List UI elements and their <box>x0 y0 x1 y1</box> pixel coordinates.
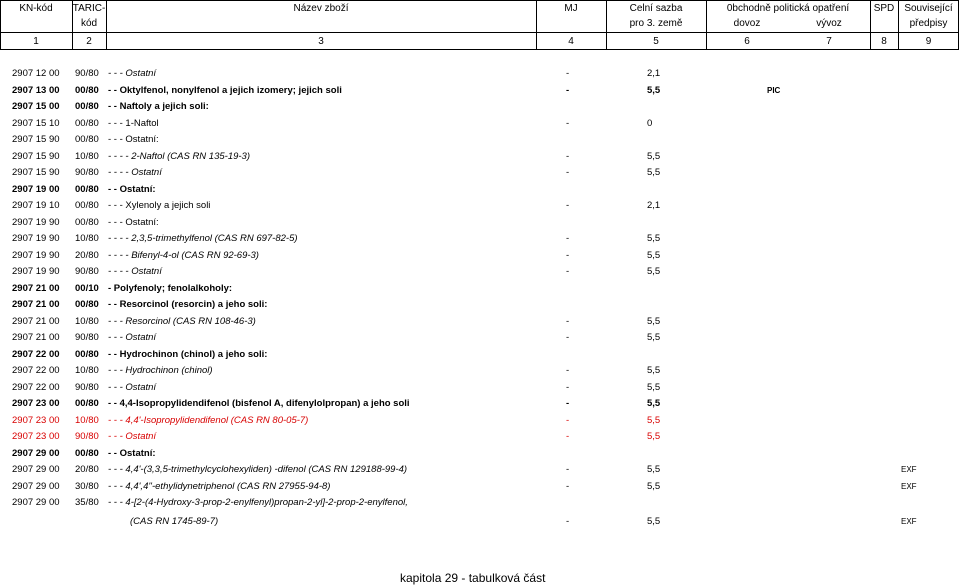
regulation-cell: EXF <box>901 516 917 526</box>
kn-code-cell: 2907 13 00 <box>12 84 60 96</box>
header-col-number: 9 <box>925 36 932 47</box>
header-taric: TARIC- <box>72 3 106 14</box>
header-vyvoz: vývoz <box>816 18 842 29</box>
table-row <box>0 83 959 99</box>
taric-code-cell: 00/80 <box>75 183 99 195</box>
kn-code-cell: 2907 23 00 <box>12 414 60 426</box>
taric-code-cell: 00/80 <box>75 299 99 310</box>
table-row <box>0 231 959 247</box>
header-col-number: 5 <box>653 36 659 47</box>
taric-code-cell: 00/80 <box>75 216 99 228</box>
table-row <box>0 413 959 429</box>
kn-code-cell: 2907 15 90 <box>12 134 60 145</box>
duty-rate-cell: 5,5 <box>647 480 661 492</box>
table-row <box>0 132 959 148</box>
duty-rate-cell: 5,5 <box>647 381 661 393</box>
taric-code-cell: 10/80 <box>75 365 99 376</box>
description-cell: - - Naftoly a jejich soli: <box>108 101 209 112</box>
duty-rate-cell: 5,5 <box>647 233 661 244</box>
duty-rate-cell: 5,5 <box>647 398 661 409</box>
mj-cell: - <box>566 365 570 376</box>
description-cell: - - - Ostatní <box>108 431 157 442</box>
duty-rate-cell: 2,1 <box>647 200 661 211</box>
description-cell: - - - 4,4',4''-ethylidynetriphenol (CAS RN 27955-94-8) <box>108 480 331 492</box>
kn-code-cell: 2907 21 00 <box>12 332 60 343</box>
table-row <box>0 116 959 132</box>
description-cell: - - Hydrochinon (chinol) a jeho soli: <box>108 348 268 360</box>
trade-measure-cell: PIC <box>767 85 781 95</box>
taric-code-cell: 10/80 <box>75 414 99 426</box>
header-pro-3-zeme: pro 3. země <box>629 18 683 29</box>
description-cell: - - - Hydrochinon (chinol) <box>108 365 213 376</box>
table-row <box>0 182 959 198</box>
duty-rate-cell: 5,5 <box>647 431 661 442</box>
description-cell: - - 4,4-Isopropylidendifenol (bisfenol A, difenylolpropan) a jeho soli <box>108 398 410 409</box>
taric-code-cell: 00/80 <box>75 348 99 360</box>
header-col-number: 6 <box>744 36 750 47</box>
description-cell: - - - - Ostatní <box>108 266 162 277</box>
header-col-number: 2 <box>86 36 92 47</box>
description-cell: - - - 4,4'-(3,3,5-trimethylcyclohexyliden) -difenol (CAS RN 129188-99-4) <box>108 464 408 475</box>
taric-code-cell: 90/80 <box>75 381 99 393</box>
description-cell: - - - Ostatní <box>108 332 157 343</box>
table-row <box>0 429 959 445</box>
table-row <box>0 297 959 313</box>
duty-rate-cell: 5,5 <box>647 365 661 376</box>
description-cell: - - - - 2-Naftol (CAS RN 135-19-3) <box>108 150 251 162</box>
header-spd: SPD <box>873 3 895 14</box>
mj-cell: - <box>566 315 570 327</box>
header-souvisejici: Související <box>904 3 953 14</box>
kn-code-cell: 2907 19 90 <box>12 249 60 261</box>
taric-code-cell: 10/80 <box>75 233 99 244</box>
table-row <box>0 363 959 379</box>
table-row <box>0 99 959 115</box>
mj-cell: - <box>566 381 570 393</box>
table-header <box>0 0 959 50</box>
table-row <box>0 314 959 330</box>
table-row <box>0 462 959 478</box>
duty-rate-cell: 5,5 <box>647 150 661 162</box>
header-dovoz: dovoz <box>733 18 761 29</box>
header-nazev: Název zboží <box>293 3 349 14</box>
regulation-cell: EXF <box>901 481 917 491</box>
kn-code-cell: 2907 19 90 <box>12 216 60 228</box>
kn-code-cell: 2907 19 10 <box>12 200 60 211</box>
table-row <box>0 215 959 231</box>
table-row <box>0 347 959 363</box>
description-cell: - - - Xylenoly a jejich soli <box>108 200 211 211</box>
mj-cell: - <box>566 233 570 244</box>
mj-cell: - <box>566 431 570 442</box>
kn-code-cell: 2907 29 00 <box>12 447 60 459</box>
mj-cell: - <box>566 414 570 426</box>
description-cell: - - - 1-Naftol <box>108 117 159 129</box>
mj-cell: - <box>566 117 570 129</box>
kn-code-cell: 2907 19 90 <box>12 233 60 244</box>
header-kn-kod: KN-kód <box>19 3 53 14</box>
kn-code-cell: 2907 21 00 <box>12 299 60 310</box>
table-row <box>0 165 959 181</box>
duty-rate-cell: 5,5 <box>647 84 661 96</box>
kn-code-cell: 2907 21 00 <box>12 282 60 294</box>
mj-cell: - <box>566 398 570 409</box>
kn-code-cell: 2907 15 90 <box>12 167 60 178</box>
duty-rate-cell: 5,5 <box>647 167 661 178</box>
kn-code-cell: 2907 12 00 <box>12 68 60 79</box>
description-cell: - - Ostatní: <box>108 447 156 459</box>
taric-code-cell: 00/80 <box>75 117 99 129</box>
table-row <box>0 446 959 462</box>
kn-code-cell: 2907 29 00 <box>12 464 60 475</box>
table-row <box>0 330 959 346</box>
regulation-cell: EXF <box>901 465 917 474</box>
table-row <box>0 198 959 214</box>
table-row <box>0 380 959 396</box>
description-cell: - - - 4,4'-Isopropylidendifenol (CAS RN 80-05-7) <box>108 414 309 426</box>
table-row <box>0 248 959 264</box>
taric-code-cell: 00/80 <box>75 200 99 211</box>
kn-code-cell: 2907 23 00 <box>12 398 60 409</box>
description-cell: - - Resorcinol (resorcin) a jeho soli: <box>108 299 268 310</box>
taric-code-cell: 90/80 <box>75 68 99 79</box>
taric-code-cell: 00/80 <box>75 447 99 459</box>
header-col-number: 7 <box>826 36 832 47</box>
mj-cell: - <box>566 150 570 162</box>
taric-code-cell: 90/80 <box>75 266 99 277</box>
taric-code-cell: 20/80 <box>75 249 99 261</box>
kn-code-cell: 2907 22 00 <box>12 381 60 393</box>
kn-code-cell: 2907 15 00 <box>12 101 60 112</box>
mj-cell: - <box>566 249 570 261</box>
header-col-number: 4 <box>568 36 574 47</box>
description-cell: - - Oktylfenol, nonylfenol a jejich izomery; jejich soli <box>108 84 342 96</box>
mj-cell: - <box>566 515 570 527</box>
taric-code-cell: 00/80 <box>75 101 99 112</box>
kn-code-cell: 2907 15 90 <box>12 150 60 162</box>
description-cell: - - - Ostatní: <box>108 216 159 228</box>
header-predpisy: předpisy <box>909 18 948 29</box>
duty-rate-cell: 2,1 <box>647 68 661 79</box>
duty-rate-cell: 5,5 <box>647 515 661 527</box>
page-footer: kapitola 29 - tabulková část <box>400 571 546 585</box>
taric-code-cell: 00/10 <box>75 282 99 294</box>
taric-code-cell: 00/80 <box>75 84 99 96</box>
mj-cell: - <box>566 84 570 96</box>
duty-rate-cell: 5,5 <box>647 414 661 426</box>
mj-cell: - <box>566 200 570 211</box>
table-row <box>0 281 959 297</box>
duty-rate-cell: 5,5 <box>647 464 661 475</box>
description-cell: - - Ostatní: <box>108 183 156 195</box>
description-cell: - - - Ostatní <box>108 68 157 79</box>
table-row <box>0 514 959 530</box>
taric-code-cell: 90/80 <box>75 431 99 442</box>
description-cell: - Polyfenoly; fenolalkoholy: <box>108 282 233 294</box>
kn-code-cell: 2907 19 00 <box>12 183 60 195</box>
duty-rate-cell: 5,5 <box>647 249 661 261</box>
kn-code-cell: 2907 29 00 <box>12 497 60 508</box>
mj-cell: - <box>566 480 570 492</box>
taric-code-cell: 35/80 <box>75 497 99 508</box>
header-col-number: 8 <box>881 36 887 47</box>
description-cell: (CAS RN 1745-89-7) <box>130 515 219 527</box>
mj-cell: - <box>566 266 570 277</box>
header-taric-kod: kód <box>80 18 98 29</box>
header-obchodne: 0bchodně politická opatření <box>726 3 850 14</box>
description-cell: - - - Resorcinol (CAS RN 108-46-3) <box>108 315 256 327</box>
mj-cell: - <box>566 68 570 79</box>
taric-code-cell: 20/80 <box>75 464 99 475</box>
header-celni-sazba: Celní sazba <box>629 3 683 14</box>
description-cell: - - - Ostatní <box>108 381 157 393</box>
duty-rate-cell: 5,5 <box>647 266 661 277</box>
mj-cell: - <box>566 464 570 475</box>
header-col-number: 1 <box>33 36 39 47</box>
description-cell: - - - 4-[2-(4-Hydroxy-3-prop-2-enylfenyl)propan-2-yl]-2-prop-2-enylfenol, <box>108 497 408 508</box>
table-row <box>0 479 959 495</box>
taric-code-cell: 10/80 <box>75 150 99 162</box>
taric-code-cell: 00/80 <box>75 398 99 409</box>
header-top-border <box>0 0 959 1</box>
kn-code-cell: 2907 22 00 <box>12 348 60 360</box>
header-bottom-border <box>0 49 959 50</box>
taric-code-cell: 00/80 <box>75 134 99 145</box>
kn-code-cell: 2907 23 00 <box>12 431 60 442</box>
taric-code-cell: 90/80 <box>75 167 99 178</box>
table-row <box>0 264 959 280</box>
duty-rate-cell: 5,5 <box>647 332 661 343</box>
table-row <box>0 149 959 165</box>
description-cell: - - - - Bifenyl-4-ol (CAS RN 92-69-3) <box>108 249 259 261</box>
description-cell: - - - Ostatní: <box>108 134 159 145</box>
kn-code-cell: 2907 21 00 <box>12 315 60 327</box>
table-row <box>0 396 959 412</box>
header-divider <box>0 32 959 33</box>
kn-code-cell: 2907 19 90 <box>12 266 60 277</box>
header-mj: MJ <box>564 3 578 14</box>
duty-rate-cell: 0 <box>647 117 653 129</box>
mj-cell: - <box>566 332 570 343</box>
description-cell: - - - - Ostatní <box>108 167 162 178</box>
duty-rate-cell: 5,5 <box>647 315 661 327</box>
taric-code-cell: 10/80 <box>75 315 99 327</box>
kn-code-cell: 2907 15 10 <box>12 117 60 129</box>
kn-code-cell: 2907 22 00 <box>12 365 60 376</box>
taric-code-cell: 90/80 <box>75 332 99 343</box>
mj-cell: - <box>566 167 570 178</box>
table-row <box>0 66 959 82</box>
taric-code-cell: 30/80 <box>75 480 99 492</box>
header-col-number: 3 <box>318 36 324 47</box>
table-row <box>0 495 959 511</box>
kn-code-cell: 2907 29 00 <box>12 480 60 492</box>
description-cell: - - - - 2,3,5-trimethylfenol (CAS RN 697-82-5) <box>108 233 298 244</box>
